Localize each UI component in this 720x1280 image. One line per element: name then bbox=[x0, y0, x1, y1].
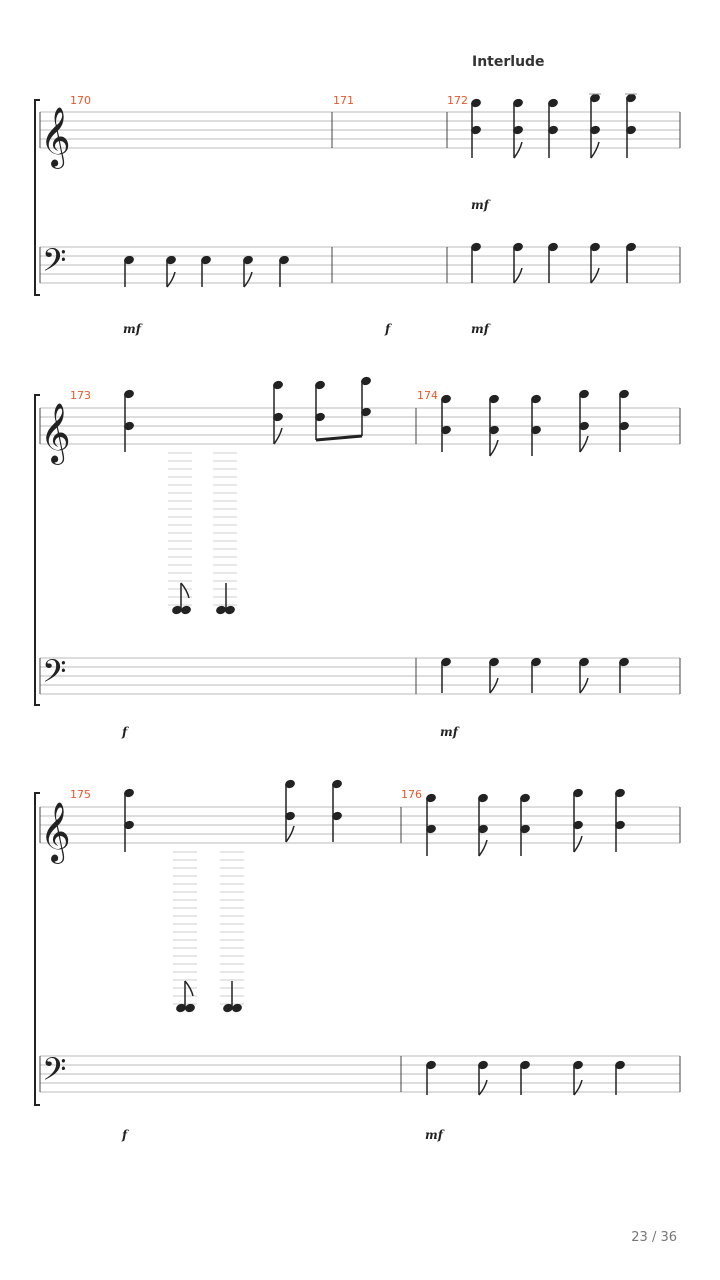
dynamic-marking: mf bbox=[123, 322, 141, 336]
treble-staff bbox=[40, 807, 680, 843]
system-3 bbox=[35, 779, 680, 1142]
measure-number: 174 bbox=[417, 389, 438, 402]
bass-staff bbox=[40, 247, 680, 283]
note bbox=[441, 657, 452, 693]
chord-note bbox=[548, 98, 559, 158]
dynamic-marking: f bbox=[122, 725, 128, 739]
chord-note bbox=[124, 389, 135, 452]
measure-number: 176 bbox=[401, 788, 422, 801]
note bbox=[626, 242, 637, 283]
chord-note bbox=[124, 788, 135, 852]
chord-note bbox=[573, 788, 584, 852]
system-2 bbox=[35, 376, 680, 739]
measure-number: 171 bbox=[333, 94, 354, 107]
measure-number: 175 bbox=[70, 788, 91, 801]
chord-note bbox=[531, 394, 542, 456]
chord-note bbox=[441, 394, 452, 452]
note bbox=[426, 1060, 437, 1095]
treble-notes bbox=[124, 376, 630, 615]
bass-clef-icon: 𝄢 bbox=[42, 653, 67, 697]
chord-note bbox=[489, 394, 500, 456]
note bbox=[579, 657, 590, 693]
note bbox=[124, 255, 135, 287]
barlines bbox=[40, 807, 680, 1092]
ledger-lines bbox=[173, 852, 244, 1004]
treble-clef-icon: 𝄞 bbox=[40, 107, 71, 167]
note bbox=[548, 242, 559, 283]
dynamic-marking: mf bbox=[440, 725, 458, 739]
barlines bbox=[40, 112, 680, 283]
low-note bbox=[176, 981, 196, 1013]
note bbox=[513, 242, 524, 283]
chord-note bbox=[579, 389, 590, 452]
treble-notes bbox=[124, 779, 626, 1013]
measure-number: 172 bbox=[447, 94, 468, 107]
note bbox=[520, 1060, 531, 1095]
dynamic-marking: mf bbox=[471, 322, 489, 336]
low-note bbox=[223, 981, 243, 1013]
dynamic-marking: f bbox=[385, 322, 391, 336]
note bbox=[471, 242, 482, 283]
note bbox=[615, 1060, 626, 1095]
note bbox=[279, 255, 290, 287]
chord-note bbox=[285, 779, 296, 842]
note bbox=[478, 1060, 489, 1095]
note bbox=[531, 657, 542, 693]
section-label-interlude: Interlude bbox=[472, 54, 545, 70]
chord-note bbox=[619, 389, 630, 452]
dynamic-marking: f bbox=[122, 1128, 128, 1142]
chord-note bbox=[315, 380, 326, 440]
note bbox=[489, 657, 500, 693]
system-1 bbox=[35, 93, 680, 336]
chord-note bbox=[273, 380, 284, 444]
bass-clef-icon: 𝄢 bbox=[42, 1051, 67, 1095]
page-indicator: 23 / 36 bbox=[631, 1230, 677, 1245]
chord-note bbox=[471, 98, 482, 158]
measure-number: 170 bbox=[70, 94, 91, 107]
ledger-lines bbox=[168, 453, 237, 605]
note bbox=[573, 1060, 584, 1095]
measure-number: 173 bbox=[70, 389, 91, 402]
note bbox=[590, 242, 601, 283]
barlines bbox=[40, 408, 680, 694]
chord-note bbox=[513, 98, 524, 158]
treble-clef-icon: 𝄞 bbox=[40, 403, 71, 463]
note bbox=[243, 255, 254, 287]
note bbox=[201, 255, 212, 287]
bass-clef-icon: 𝄢 bbox=[42, 242, 67, 286]
treble-clef-icon: 𝄞 bbox=[40, 802, 71, 862]
note bbox=[619, 657, 630, 693]
chord-note bbox=[332, 779, 343, 842]
treble-staff bbox=[40, 112, 680, 148]
chord-note bbox=[615, 788, 626, 852]
dynamic-marking: mf bbox=[425, 1128, 443, 1142]
low-note bbox=[172, 583, 192, 615]
bass-staff bbox=[40, 1056, 680, 1092]
dynamic-marking: mf bbox=[471, 198, 489, 212]
note bbox=[166, 255, 177, 287]
low-note bbox=[216, 583, 236, 615]
bass-notes bbox=[441, 657, 630, 693]
